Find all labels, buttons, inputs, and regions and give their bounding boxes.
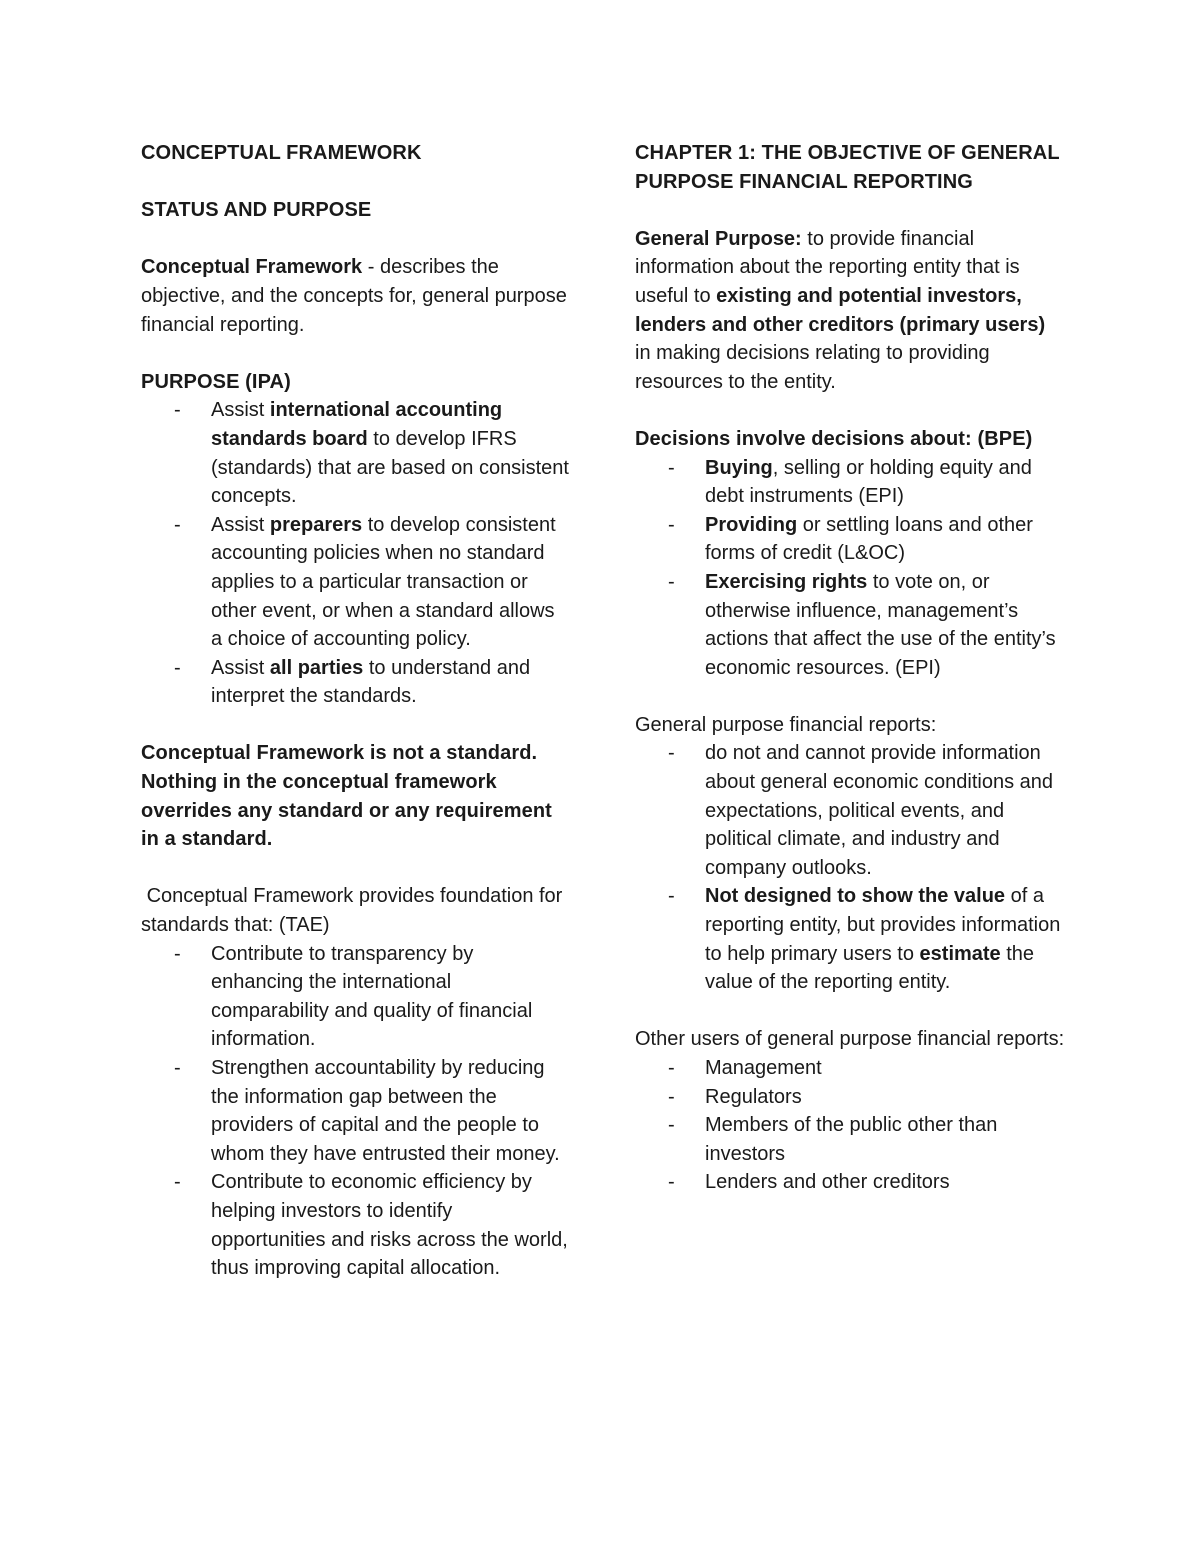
other-users-list — [635, 1054, 1065, 1197]
item-text: , selling or holding equity and debt instruments (EPI) — [705, 456, 1032, 508]
list-item — [635, 454, 1065, 511]
item-text: Assist — [211, 513, 270, 536]
list-item: - Contribute to transparency by enhancing the international comparability and quality of financial information. — [141, 940, 571, 1054]
other-users-intro: Other users of general purpose financial reports: — [635, 1028, 1065, 1051]
item-text: Assist — [211, 399, 270, 422]
status-heading: STATUS AND PURPOSE — [141, 199, 372, 222]
list-item — [635, 568, 1065, 682]
list-item — [635, 882, 1065, 996]
list-item: - Management — [635, 1054, 1065, 1083]
decisions-list — [635, 454, 1065, 683]
paragraph-text: to provide financial information about the reporting entity that is useful to — [635, 227, 1020, 307]
general-purpose-label: General Purpose: — [635, 227, 802, 250]
list-item: - Regulators — [635, 1083, 1065, 1112]
purpose-list — [141, 396, 571, 711]
item-text: of a reporting entity, but provides information to help primary users to — [705, 885, 1061, 965]
foundation-intro: Conceptual Framework provides foundation for standards that: (TAE) — [141, 885, 568, 937]
list-item: - Contribute to economic efficiency by helping investors to identify opportunities and risks across the world, thus improving capital allocation. — [141, 1168, 571, 1282]
item-bold: Not designed to show the value — [705, 885, 1006, 908]
list-item: - Members of the public other than investors — [635, 1111, 1065, 1168]
right-column — [635, 139, 1065, 1197]
purpose-heading: PURPOSE (IPA) — [141, 370, 291, 393]
item-bold: estimate — [919, 942, 1001, 965]
reports-intro: General purpose financial reports: — [635, 713, 937, 736]
item-text: Assist — [211, 656, 270, 679]
definition-text: - describes the objective, and the concepts for, general purpose financial reporting. — [141, 256, 567, 336]
list-item — [141, 396, 571, 510]
item-bold: all parties — [269, 656, 364, 679]
decisions-heading: Decisions involve decisions about: (BPE) — [635, 427, 1033, 450]
not-standard-note: Conceptual Framework is not a standard. Nothing in the conceptual framework overrides any standard or any requirement in a standard. — [141, 742, 552, 851]
item-bold: Buying — [705, 456, 773, 479]
list-item: - Lenders and other creditors — [635, 1168, 1065, 1197]
list-item — [141, 654, 571, 711]
reports-list — [635, 739, 1065, 996]
item-text: to develop consistent accounting policies when no standard applies to a particular transaction or other event, or when a standard allows a choice of accounting policy. — [211, 513, 556, 651]
list-item — [635, 511, 1065, 568]
item-text: or settling loans and other forms of credit (L&OC) — [705, 513, 1033, 565]
item-text: to develop IFRS (standards) that are based on consistent concepts. — [211, 427, 569, 508]
general-purpose-paragraph — [635, 225, 1065, 397]
definition-term: Conceptual Framework — [141, 256, 363, 279]
paragraph-bold: existing and potential investors, lenders and other creditors (primary users) — [635, 284, 1046, 336]
foundation-list — [141, 940, 571, 1283]
list-item: - Strengthen accountability by reducing the information gap between the providers of capital and the people to whom they have entrusted their money. — [141, 1054, 571, 1168]
paragraph-text: in making decisions relating to providing resources to the entity. — [635, 342, 990, 393]
chapter-title: CHAPTER 1: THE OBJECTIVE OF GENERAL PURPOSE FINANCIAL REPORTING — [635, 142, 1060, 193]
item-text: to understand and interpret the standards. — [211, 656, 531, 708]
item-bold: Providing — [705, 513, 798, 536]
list-item: - do not and cannot provide information about general economic conditions and expectations, political events, and political climate, and industry and company outlooks. — [635, 739, 1065, 882]
item-text: to vote on, or otherwise influence, management’s actions that affect the use of the entity’s economic resources. (EPI) — [705, 570, 1056, 679]
item-bold: international accounting standards board — [211, 399, 503, 450]
document-title: CONCEPTUAL FRAMEWORK — [141, 142, 422, 164]
list-item — [141, 511, 571, 654]
item-text: the value of the reporting entity. — [705, 942, 1035, 994]
left-column — [141, 139, 571, 1283]
definition-paragraph — [141, 253, 571, 339]
item-bold: preparers — [269, 513, 363, 536]
item-bold: Exercising rights — [705, 570, 868, 593]
